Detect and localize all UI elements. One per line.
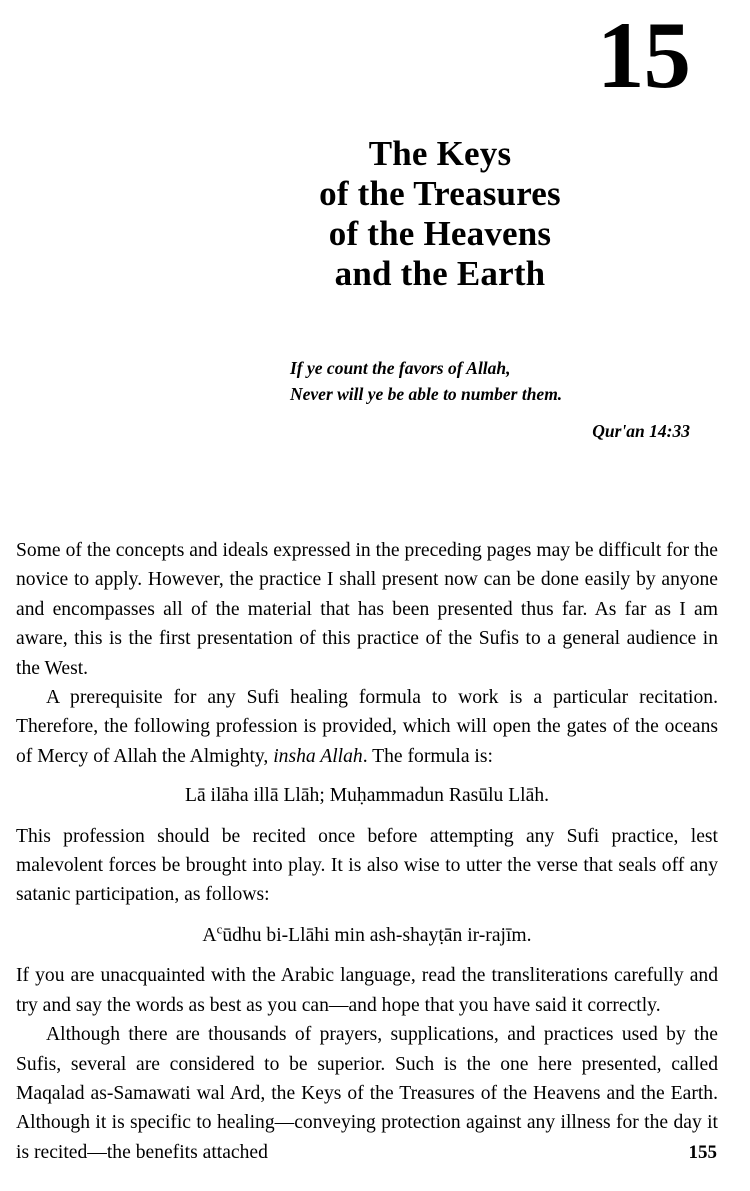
paragraph-3: This profession should be recited once before attempting any Sufi practice, lest malevolent forces be brought into play. It is also wise to utter the verse that seals off any satanic participation, as follows: (16, 825, 718, 906)
formula-taawwudh-prefix: A (202, 924, 217, 946)
chapter-title-line-2: of the Treasures (319, 174, 561, 213)
chapter-title (190, 134, 690, 294)
formula-shahada: Lā ilāha illā Llāh; Muḥammadun Rasūlu Llāh. (184, 785, 550, 807)
formula-taawwudh (16, 921, 718, 950)
paragraph-4: If you are unacquainted with the Arabic language, read the transliterations carefully and try and say the words as best as you can—and hope that you have said it correctly. (16, 965, 718, 1016)
formula-taawwudh-rest: ūdhu bi-Llāhi min ash-shayṭān ir-rajīm. (222, 924, 532, 946)
paragraph-2-text-b: . The formula is: (362, 745, 493, 767)
epigraph (290, 355, 690, 444)
paragraph-2-italic-phrase: insha Allah (273, 745, 363, 767)
epigraph-attribution: Qur'an 14:33 (592, 421, 690, 441)
epigraph-line-2: Never will ye be able to number them. (290, 384, 563, 404)
paragraph-1: Some of the concepts and ideals expressed in the preceding pages may be difficult for the novice to apply. However, the practice I shall present now can be done easily by anyone and encompasses all of the material that has been presented thus far. As far as I am aware, this is the first presentation of this practice of the Sufis to a general audience in the West. (16, 540, 718, 679)
body-text (16, 536, 718, 1167)
chapter-title-line-1: The Keys (368, 134, 512, 173)
paragraph-2-text-a: A prerequisite for any Sufi healing formula to work is a particular recitation. Therefore, the following profession is provided, which will open the gates of the oceans of Mercy of Allah the Almighty, (16, 687, 718, 767)
chapter-title-line-3: of the Heavens (328, 214, 552, 253)
paragraph-5: Although there are thousands of prayers, supplications, and practices used by the Sufis, several are considered to be superior. Such is the one here presented, called Maqalad as-Samawati wal Ard, the Keys of the Treasures of the Heavens and the Earth. Although it is specific to healing—conveying protection against any illness for the day it is recited—the benefits attached (16, 1024, 718, 1163)
chapter-number: 15 (597, 2, 690, 108)
page-number: 155 (688, 1142, 717, 1163)
ayn-superscript-icon: c (216, 921, 223, 937)
epigraph-line-1: If ye count the favors of Allah, (290, 358, 511, 378)
chapter-title-line-4: and the Earth (334, 254, 546, 293)
paragraph-2 (16, 683, 718, 771)
